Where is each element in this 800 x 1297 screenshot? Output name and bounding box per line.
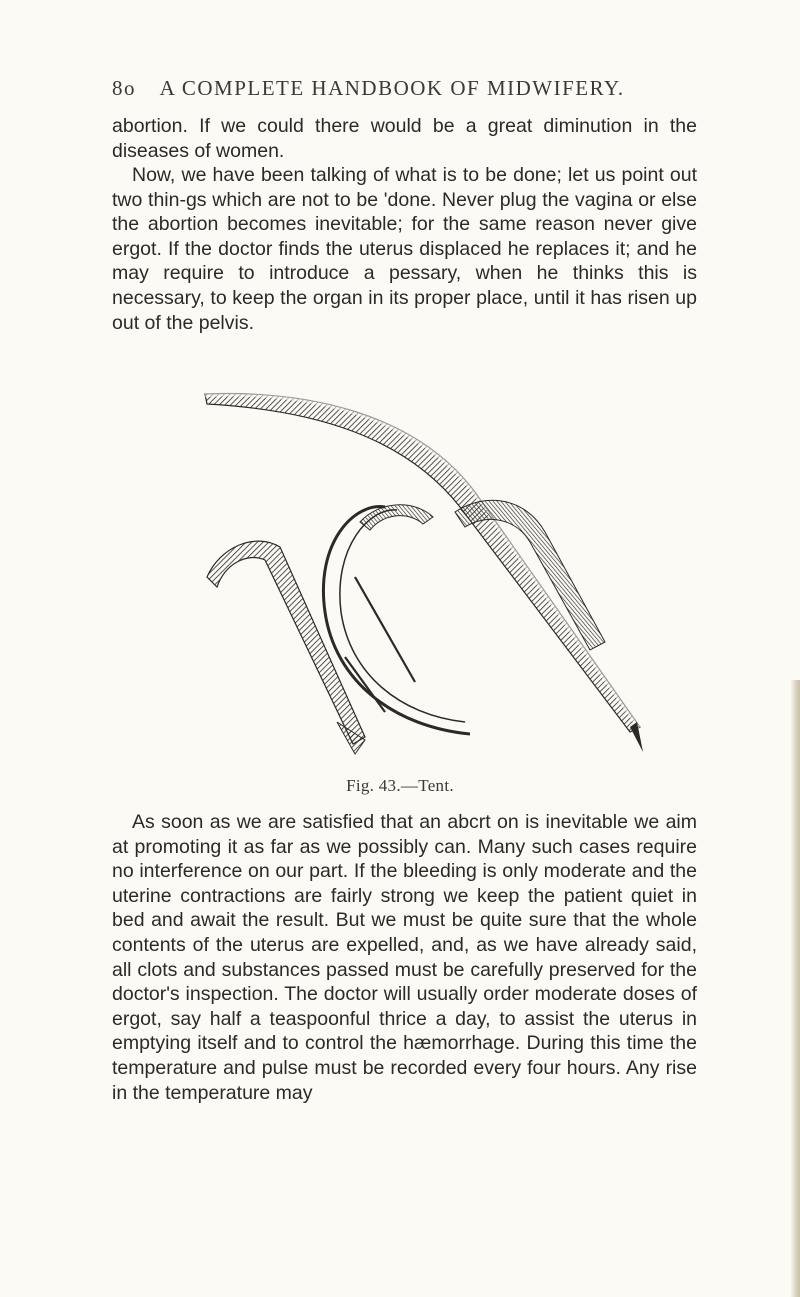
tent-illustration bbox=[185, 382, 645, 756]
page-edge-shadow bbox=[790, 680, 800, 1297]
running-title: A COMPLETE HANDBOOK OF MIDWIFERY. bbox=[159, 76, 625, 100]
paragraph-3: As soon as we are satisfied that an abcrt on is inevitable we aim at promoting it as far as we possibly can. Many such cases require no interference on our part. If the bleeding is only moderate and the uterine contractions are fairly strong we keep the patient quiet in bed and await the result. But we must be quite sure that the whole contents of the uterus are expelled, and, as we have already said, all clots and substances passed must be carefully preserved for the doctor's inspection. The doctor will usually order moderate doses of ergot, say half a teaspoonful thrice a day, to assist the uterus in emptying itself and to control the hæmorrhage. During this time the temperature and pulse must be recorded every four hours. Any rise in the temperature may bbox=[112, 811, 697, 1104]
figure-caption: Fig. 43.—Tent. bbox=[346, 776, 454, 795]
paragraph-1: abortion. If we could there would be a great diminution in the diseases of women. bbox=[112, 115, 697, 162]
page-number: 8o bbox=[112, 76, 136, 100]
running-header bbox=[112, 76, 692, 101]
paragraph-2: Now, we have been talking of what is to be done; let us point out two thin-gs which are not to be 'done. Never plug the vagina or else the abortion becomes inevitable; for the same reason never give ergot. If the doctor finds the uterus displaced he replaces it; and he may require to introduce a pessary, when he thinks this is necessary, to keep the organ in its proper place, until it has risen up out of the pelvis. bbox=[112, 164, 697, 334]
